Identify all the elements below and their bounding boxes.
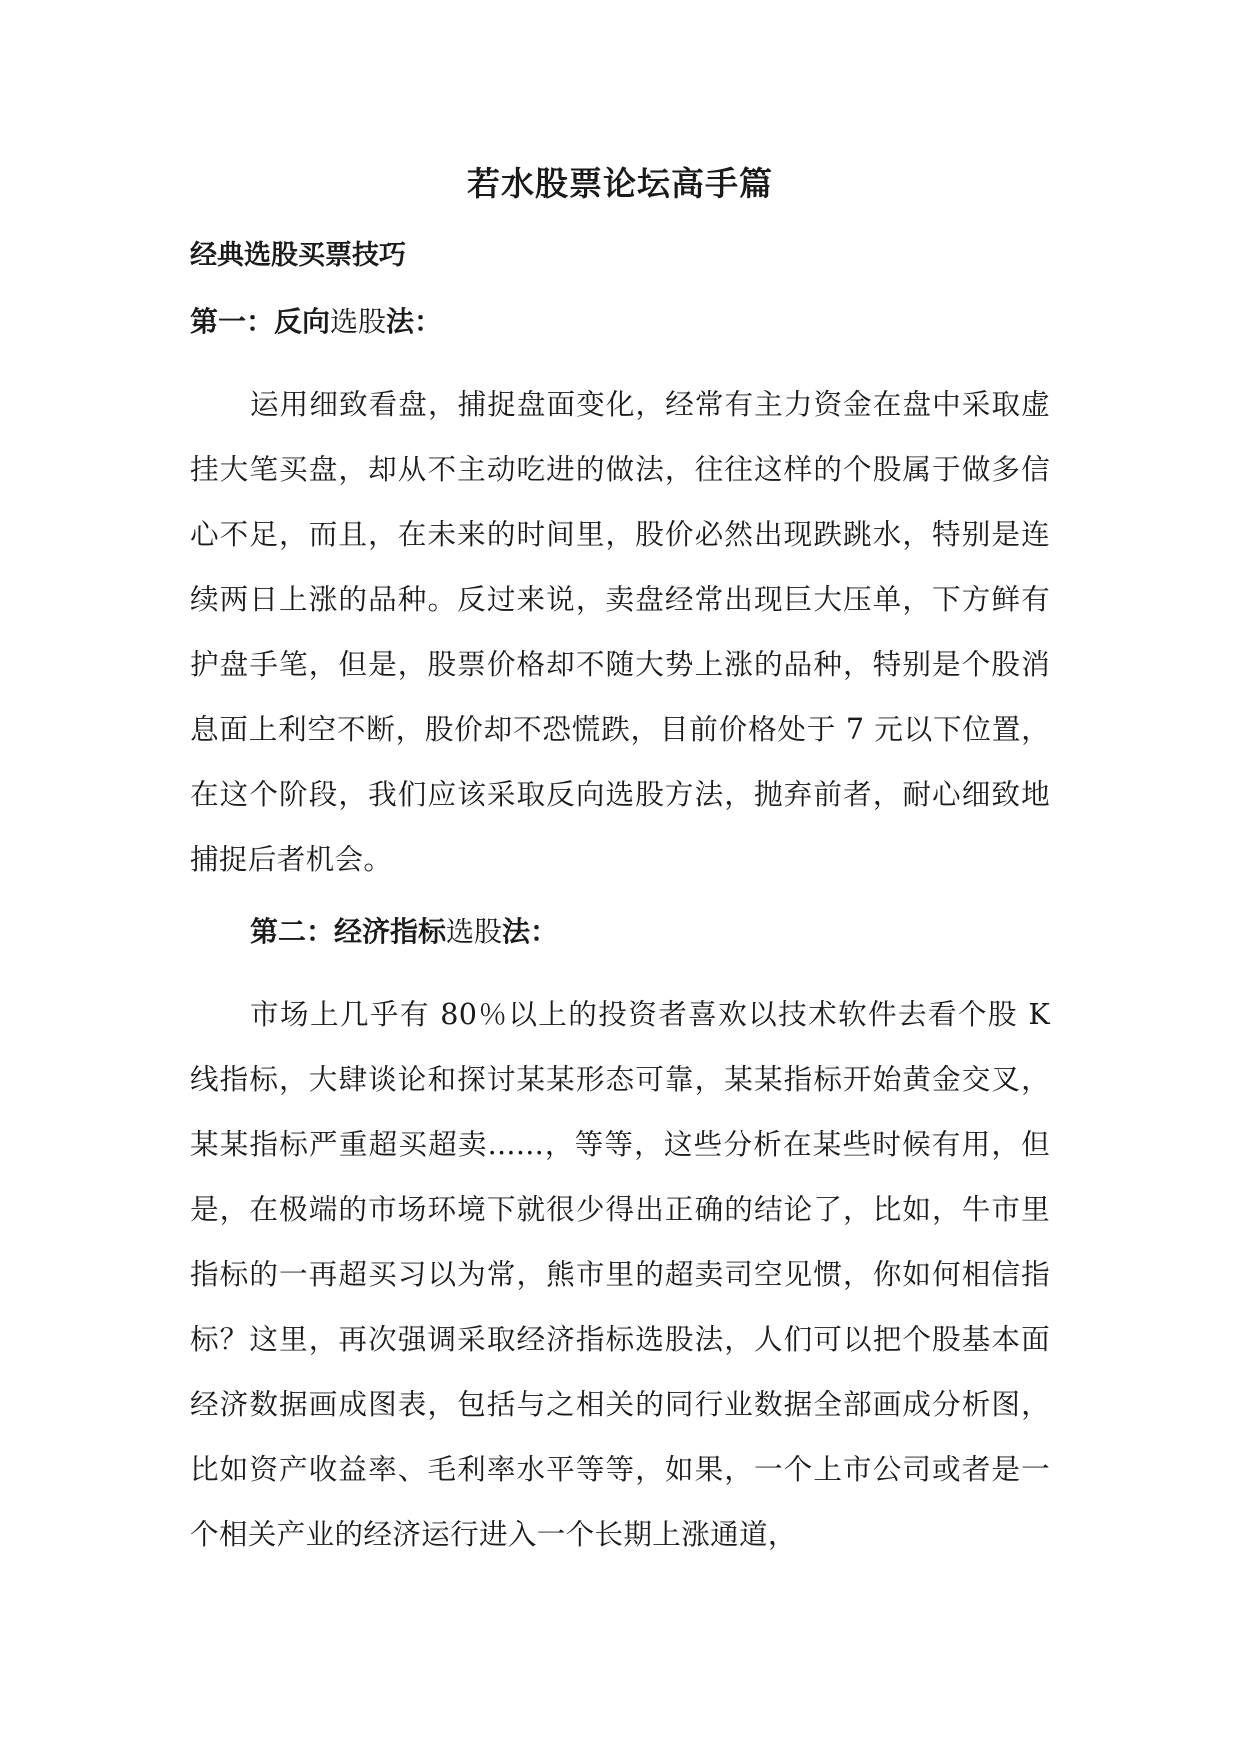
section-body-1: 运用细致看盘，捕捉盘面变化，经常有主力资金在盘中采取虚挂大笔买盘，却从不主动吃进的做法，往往这样的个股属于做多信心不足，而且，在未来的时间里，股价必然出现跌跳水，特别是连续两日上涨的品种。反过来说，卖盘经常出现巨大压单，下方鲜有护盘手笔，但是，股票价格却不随大势上涨的品种，特别是个股消息面上利空不断，股价却不恐慌跌，目前价格处于 7 元以下位置，在这个阶段，我们应该采取反向选股方法，抛弃前者，耐心细致地捕捉后者机会。 (190, 387, 1050, 876)
section-body-2: 市场上几乎有 80％以上的投资者喜欢以技术软件去看个股 K 线指标，大肆谈论和探讨某某形态可靠，某某指标开始黄金交叉，某某指标严重超买超卖......，等等，这些分析在某些时候有用，但是，在极端的市场环境下就很少得出正确的结论了，比如，牛市里指标的一再超买习以为常，熊市里的超卖司空见惯，你如何相信指标？这里，再次强调采取经济指标选股法，人们可以把个股基本面经济数据画成图表，包括与之相关的同行业数据全部画成分析图，比如资产收益率、毛利率水平等等，如果，一个上市公司或者是一个相关产业的经济运行进入一个长期上涨通道， (190, 997, 1050, 1551)
section-heading-1-normal: 选股 (330, 305, 387, 338)
section-heading-2-bold: 第二：经济指标 (250, 915, 447, 948)
document-subtitle: 经典选股买票技巧 (190, 240, 406, 271)
section-heading-2-normal: 选股 (446, 915, 503, 948)
document-title: 若水股票论坛高手篇 (467, 164, 773, 203)
section-heading-1-bold: 第一：反向 (190, 305, 331, 338)
section-heading-1 (190, 300, 1050, 344)
section-heading-2 (190, 910, 1050, 954)
section-heading-2-tail: 法： (502, 915, 559, 948)
document-page (190, 160, 1050, 1575)
section-heading-1-tail: 法： (386, 305, 443, 338)
